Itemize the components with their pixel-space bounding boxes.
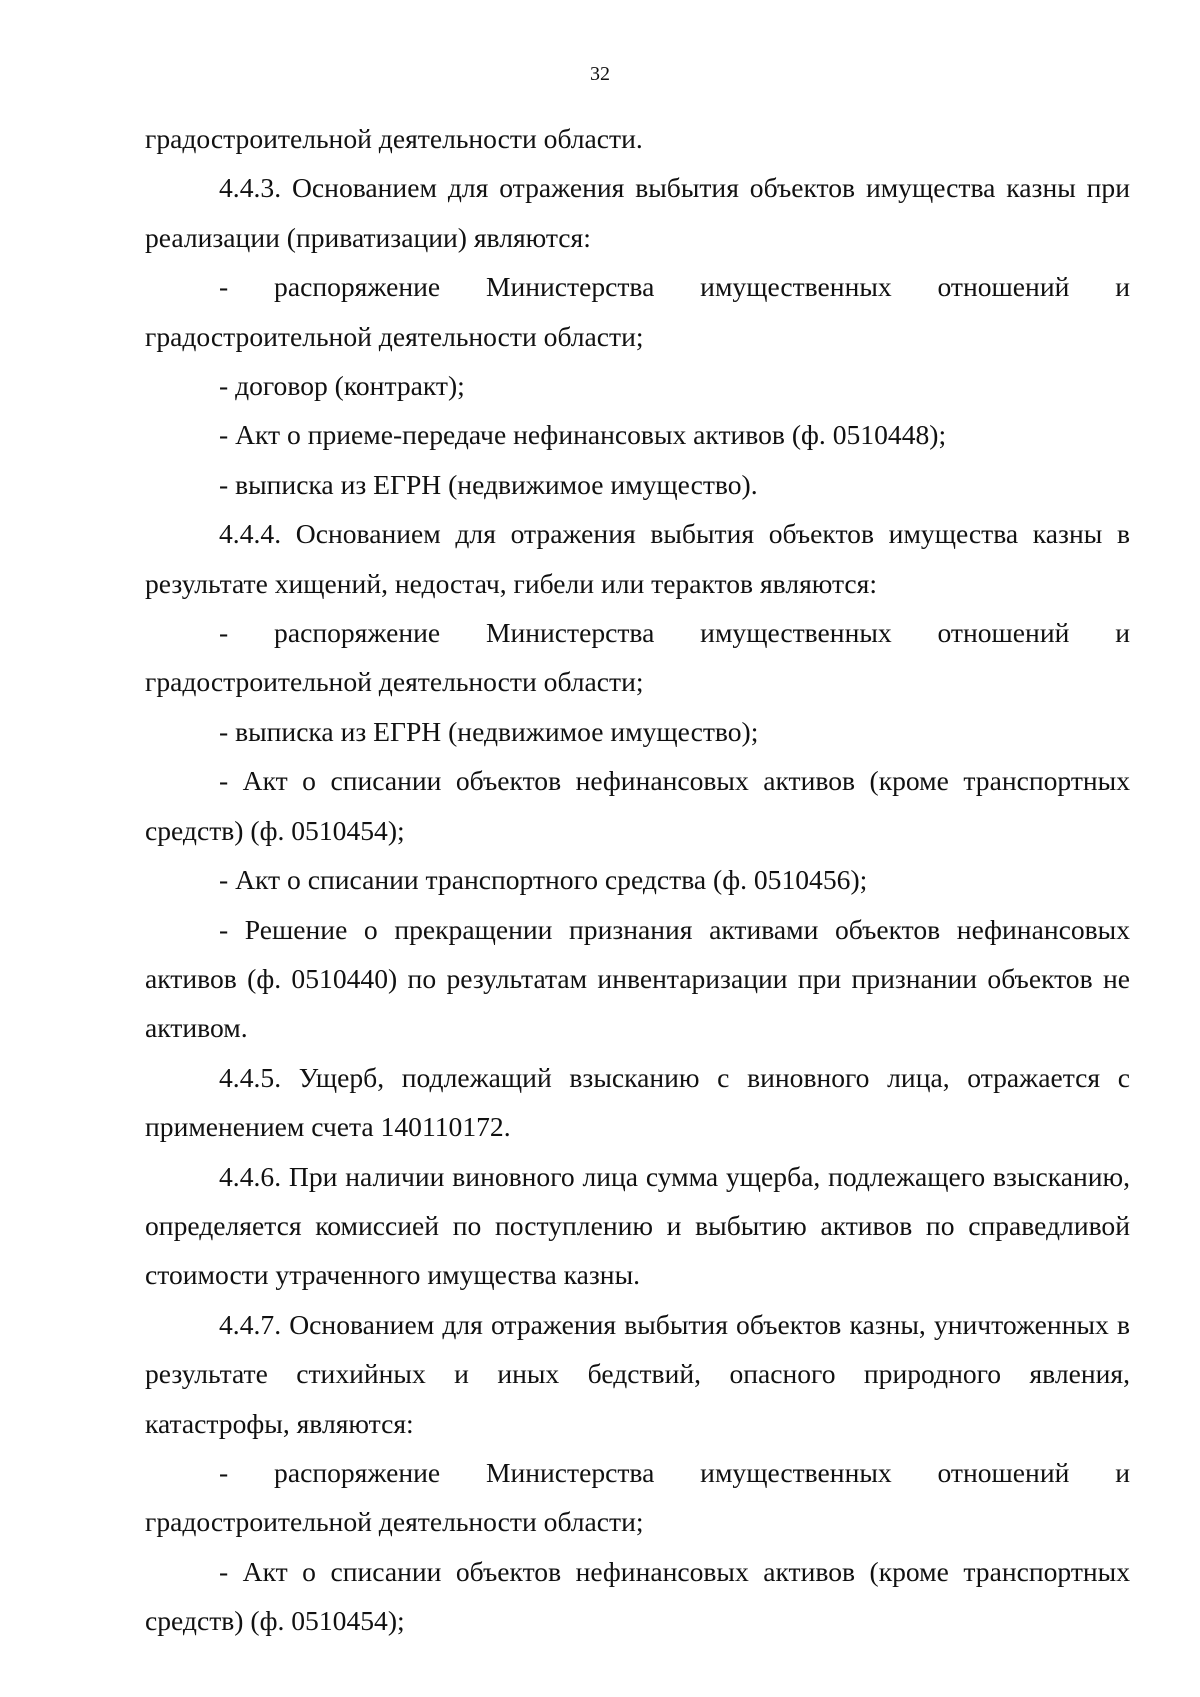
line-continuation: градостроительной деятельности области; xyxy=(145,320,644,352)
word: Министерства xyxy=(485,617,655,649)
list-item-act-0510448: - Акт о приеме-передаче нефинансовых активов (ф. 0510448); xyxy=(219,419,947,451)
word: распоряжение xyxy=(274,271,441,303)
page-number: 32 xyxy=(590,63,610,85)
word: Министерства xyxy=(485,1456,655,1488)
word: отношений xyxy=(937,1456,1070,1488)
word: имущественных xyxy=(700,271,892,303)
list-item-contract: - договор (контракт); xyxy=(219,370,465,402)
paragraph-4-4-3: 4.4.3. Основанием для отражения выбытия объектов имущества казны при реализации (приватизации) являются: xyxy=(145,172,1130,253)
paragraph-4-4-4: 4.4.4. Основанием для отражения выбытия объектов имущества казны в результате хищений, недостач, гибели или терактов являются: xyxy=(145,518,1130,599)
list-item-act-0510454: - Акт о списании объектов нефинансовых активов (кроме транспортных средств) (ф. 0510454); xyxy=(145,765,1130,846)
dash: - xyxy=(219,271,229,303)
word: и xyxy=(1115,617,1130,649)
list-item-decision-0510440: - Решение о прекращении признания активами объектов нефинансовых активов (ф. 0510440) по результатам инвентаризации при признании объектов не активом. xyxy=(145,913,1130,1044)
paragraph-continuation: градостроительной деятельности области. xyxy=(145,123,643,154)
spread-line xyxy=(145,608,1130,657)
word: и xyxy=(1115,271,1130,303)
paragraph-4-4-7: 4.4.7. Основанием для отражения выбытия объектов казны, уничтоженных в результате стихийных и иных бедствий, опасного природного явления, катастрофы, являются: xyxy=(145,1308,1130,1439)
paragraph-4-4-6: 4.4.6. При наличии виновного лица сумма ущерба, подлежащего взысканию, определяется комиссией по поступлению и выбытию активов по справедливой стоимости утраченного имущества казны. xyxy=(145,1160,1130,1291)
word: отношений xyxy=(937,271,1070,303)
list-item-order-3 xyxy=(145,1448,1130,1547)
spread-line xyxy=(145,1448,1130,1497)
list-item-act-0510456: - Акт о списании транспортного средства (ф. 0510456); xyxy=(219,864,868,896)
word: распоряжение xyxy=(274,617,441,649)
list-item-egrn-2: - выписка из ЕГРН (недвижимое имущество); xyxy=(219,715,759,747)
document-body xyxy=(145,114,1130,1646)
dash: - xyxy=(219,617,229,649)
line-continuation: градостроительной деятельности области; xyxy=(145,666,644,698)
list-item-order-1 xyxy=(145,262,1130,361)
list-item-order-2 xyxy=(145,608,1130,707)
dash: - xyxy=(219,1456,229,1488)
paragraph-4-4-5: 4.4.5. Ущерб, подлежащий взысканию с виновного лица, отражается с применением счета 140110172. xyxy=(145,1061,1130,1143)
line-continuation: градостроительной деятельности области; xyxy=(145,1506,644,1538)
list-item-egrn-1: - выписка из ЕГРН (недвижимое имущество). xyxy=(219,468,758,500)
word: распоряжение xyxy=(274,1456,441,1488)
spread-line xyxy=(145,262,1130,311)
word: имущественных xyxy=(700,617,892,649)
word: имущественных xyxy=(700,1456,892,1488)
word: отношений xyxy=(937,617,1070,649)
word: Министерства xyxy=(485,271,655,303)
list-item-act-0510454-2: - Акт о списании объектов нефинансовых активов (кроме транспортных средств) (ф. 0510454); xyxy=(145,1555,1130,1637)
word: и xyxy=(1115,1456,1130,1488)
